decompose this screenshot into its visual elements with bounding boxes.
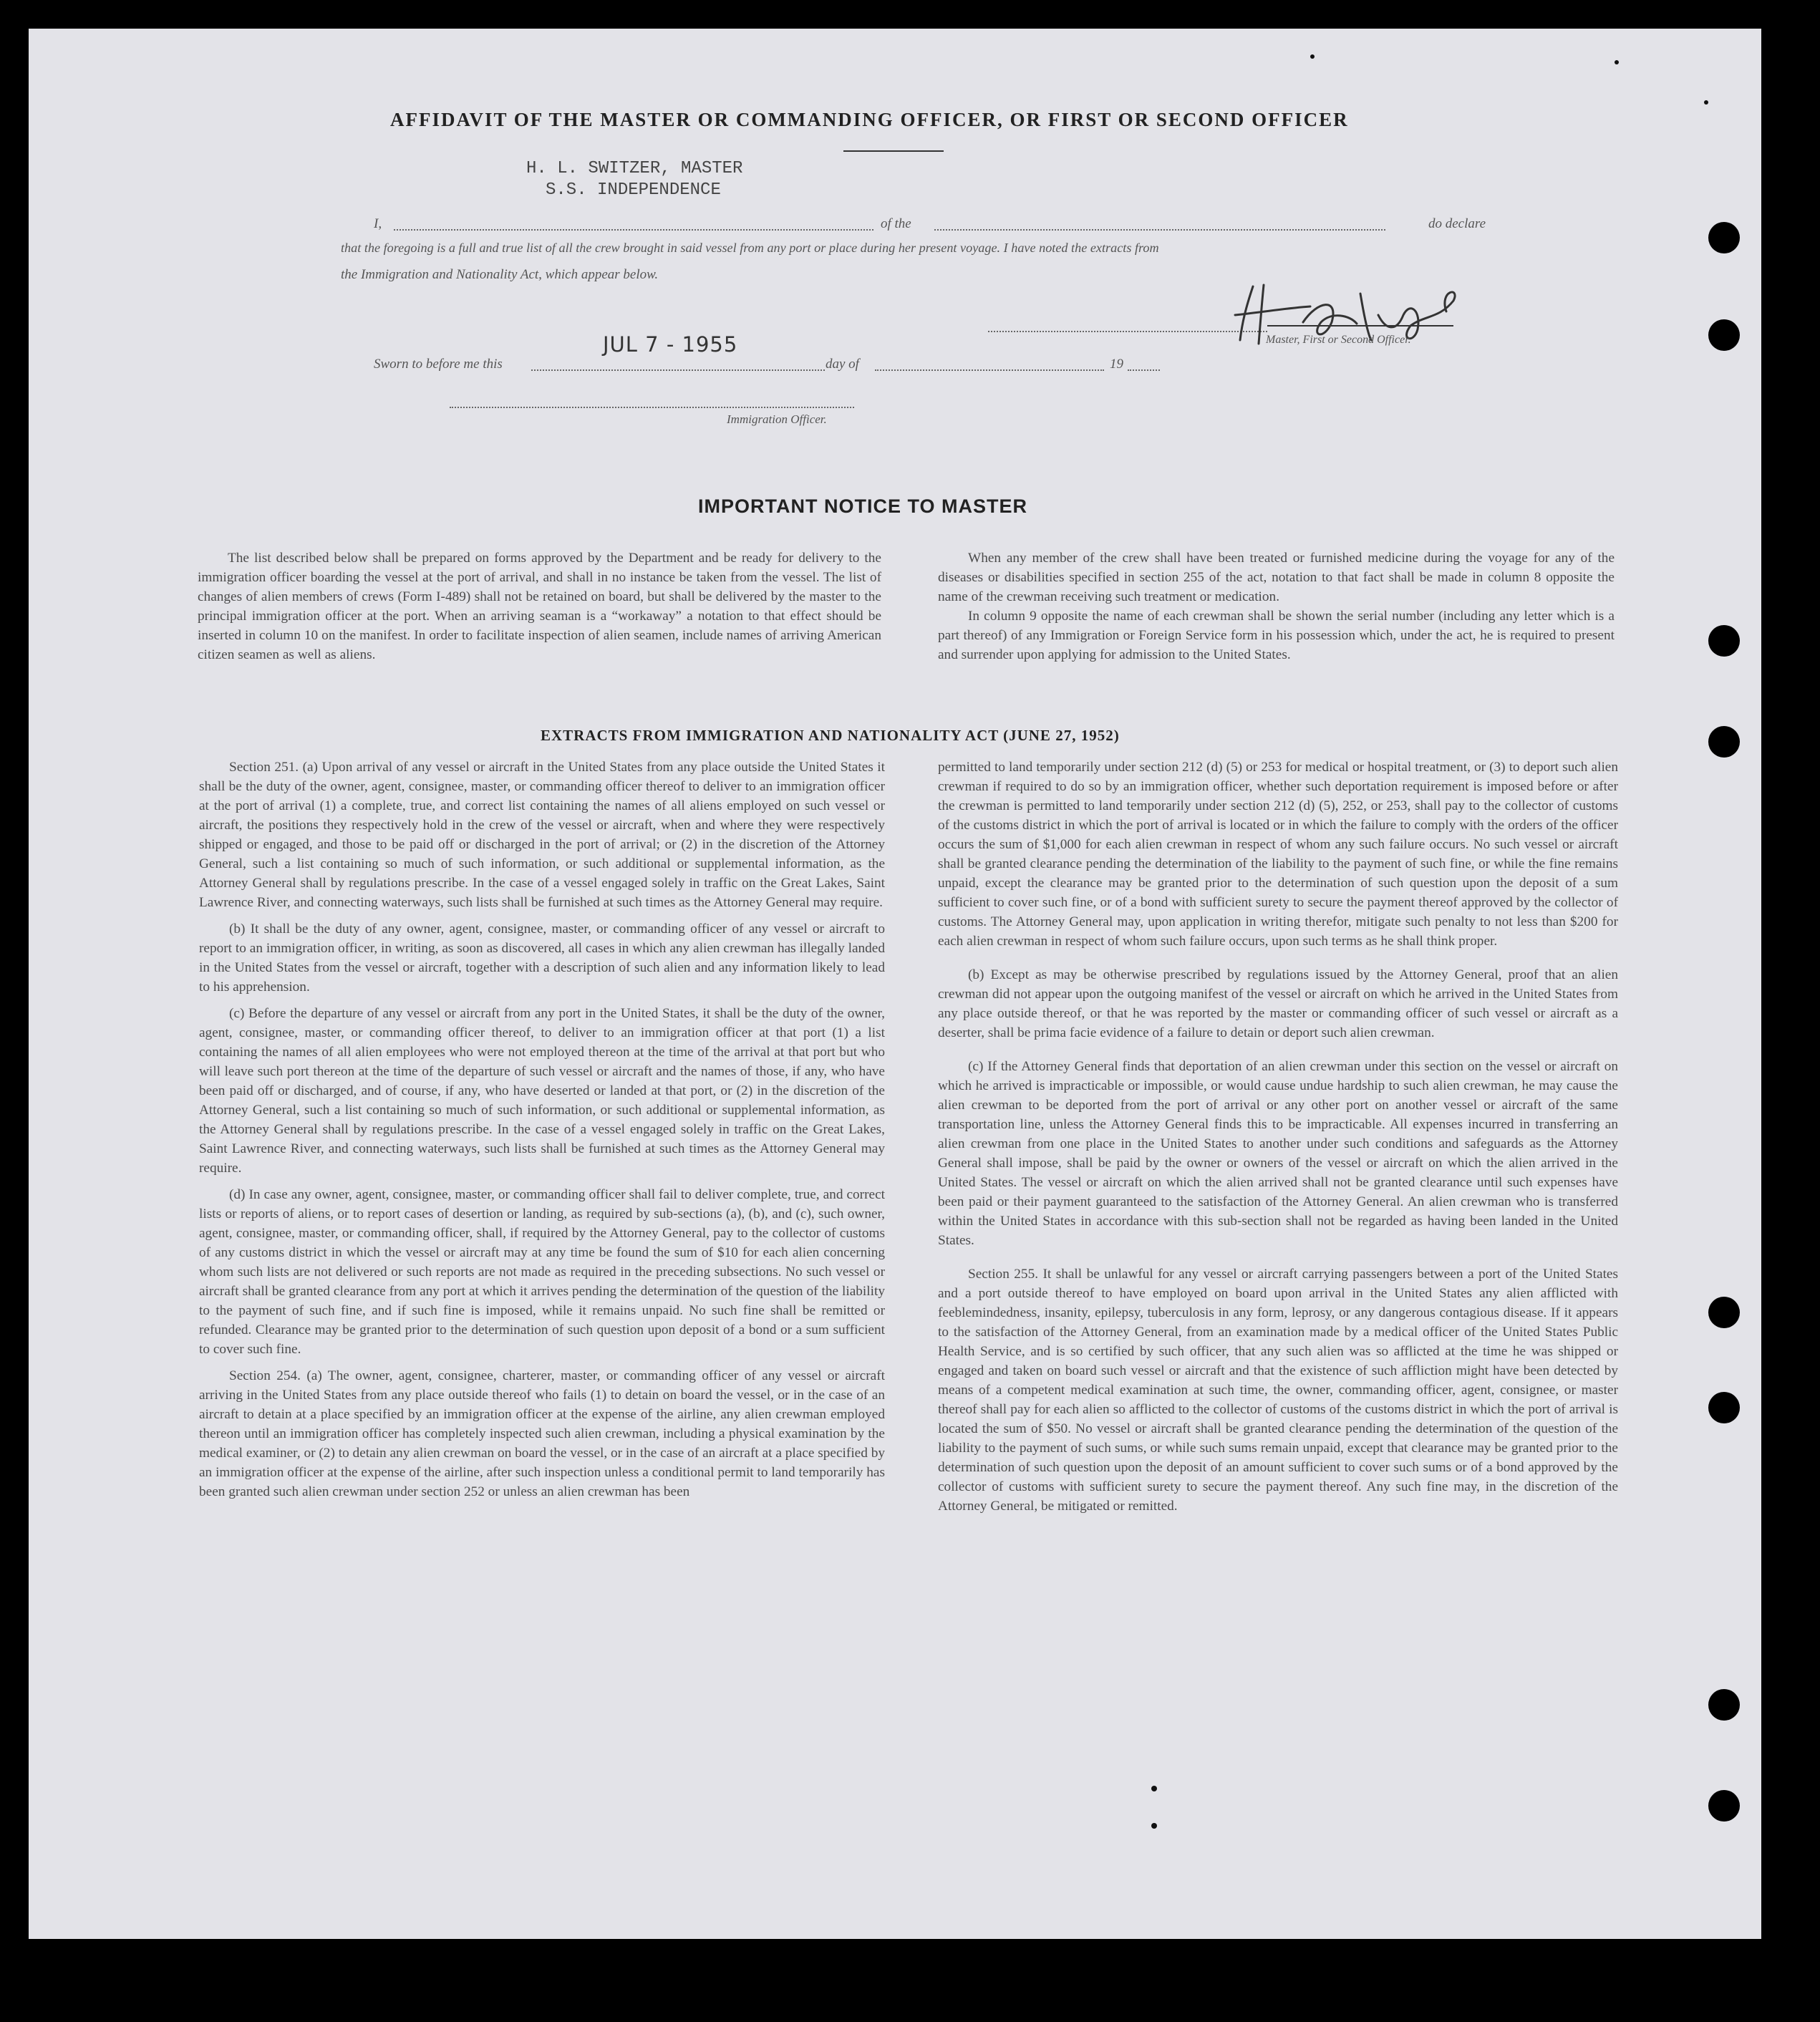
scan-speck	[1310, 54, 1315, 59]
signature-caption: Master, First or Second Officer.	[1266, 334, 1411, 346]
sworn-month-blank	[875, 369, 1104, 371]
name-blank	[394, 229, 873, 231]
extracts-right-column	[938, 758, 1618, 1523]
sworn-day-blank	[531, 369, 825, 371]
do-declare-label: do declare	[1428, 216, 1486, 231]
binder-hole	[1708, 222, 1740, 253]
scan-speck	[1151, 1823, 1157, 1829]
notice-right-column	[938, 548, 1615, 664]
section-paragraph: Section 251. (a) Upon arrival of any vessel or aircraft in the United States from any place outside the United States it shall be the duty of the owner, agent, consignee, master, or commanding officer thereof to deliver to an immigration officer at the port of arrival (1) a complete, true, and correct list containing the names of all aliens employed on such vessel or aircraft, the positions they respectively hold in the crew of the vessel or aircraft, when and where they were respectively shipped or engaged, and those to be paid off or discharged in the port of arrival; or (2) in the discretion of the Attorney General, such a list containing so much of such information, or such additional or supplemental information, as the Attorney General shall by regulations prescribe. In the case of a vessel engaged solely in traffic on the Great Lakes, Saint Lawrence River, and connecting waterways, such lists shall be furnished at such times as the Attorney General may require.	[199, 760, 885, 910]
statement-line-2: the Immigration and Nationality Act, which appear below.	[341, 267, 659, 282]
day-of-label: day of	[826, 357, 859, 372]
section-paragraph: Section 255. It shall be unlawful for any vessel or aircraft carrying passengers between a port of the United States and a port outside thereof to have employed on board upon arrival in the United States any alien afflicted with feeblemindedness, insanity, epilepsy, tuberculosis in any form, leprosy, or any dangerous contagious disease. If it appears to the satisfaction of the Attorney General, from an examination made by a medical officer of the United States Public Health Service, and is so certified by such officer, that any such alien was so afflicted at the time he was shipped or engaged and taken on board such vessel or aircraft and that the existence of such affliction might have been detected by means of a competent medical examination at such time, the owner, commanding officer, agent, consignee, or master thereof shall pay for each alien so afflicted to the collector of customs of the customs district in which the port of arrival is located the sum of $50. No vessel or aircraft shall be granted clearance pending the determination of the question of the liability to the payment of such sums, or while such sums remain unpaid, except that clearance may be granted prior to the determination of such question upon the deposit of an amount sufficient to cover such sums or of a bond approved by the collector of customs with sufficient surety to secure the payment thereof. Any such fine may, in the discretion of the Attorney General, be mitigated or remitted.	[938, 1267, 1618, 1514]
extracts-left-column	[199, 758, 885, 1509]
extracts-title: EXTRACTS FROM IMMIGRATION AND NATIONALITY ACT (JUNE 27, 1952)	[541, 727, 1120, 744]
of-the-label: of the	[881, 216, 911, 231]
year-prefix: 19	[1110, 357, 1123, 372]
binder-hole	[1708, 1790, 1740, 1822]
officer-signature-blank	[450, 407, 854, 408]
binder-hole	[1708, 1392, 1740, 1423]
sworn-label: Sworn to before me this	[374, 357, 503, 372]
vessel-blank	[934, 229, 1385, 231]
typed-name: H. L. SWITZER, MASTER	[526, 159, 743, 178]
binder-hole	[1708, 1689, 1740, 1721]
notice-paragraph: The list described below shall be prepared on forms approved by the Department and be ready for delivery to the immigration officer boarding the vessel at the port of arrival, and shall in no instance be taken from the vessel. The list of changes of alien members of crews (Form I-489) shall not be retained on board, but shall be delivered by the master to the principal immigration officer at the port. When an arriving seaman is a “workaway” a notation to that effect should be inserted in column 10 on the manifest. In order to facilitate inspection of alien seamen, include names of arriving American citizen seamen as well as aliens.	[198, 551, 881, 662]
binder-hole	[1708, 1297, 1740, 1328]
officer-caption: Immigration Officer.	[727, 412, 827, 426]
scan-speck	[1704, 100, 1708, 105]
section-paragraph: permitted to land temporarily under section 212 (d) (5) or 253 for medical or hospital treatment, or (3) to deport such alien crewman if required to do so by an immigration officer, whether such deportation requirement is imposed before or after the crewman is permitted to land temporarily under section 212 (d) (5), 252, or 253, shall pay to the collector of customs of the customs district in which the port of arrival is located or in which the failure to comply with the orders of the officer occurs the sum of $1,000 for each alien crewman in respect of whom any such failure occurs. No such vessel or aircraft shall be granted clearance pending the determination of the liability to the payment of such fine, or while the fine remains unpaid, except the clearance may be granted prior to the determination of such question upon the deposit of a sum sufficient to cover such fine, or of a bond with sufficient surety to secure the payment thereof approved by the collector of customs. The Attorney General may, upon application in writing therefor, mitigate such penalty to not less than $200 for each alien crewman in respect of whom such failure occurs, upon such terms as he shall think proper.	[938, 760, 1618, 949]
section-paragraph: (d) In case any owner, agent, consignee, master, or commanding officer shall fail to deliver complete, true, and correct lists or reports of aliens, or to report cases of desertion or landing, as required by sub-sections (a), (b), and (c), such owner, agent, consignee, master, or commanding officer, shall, if required by the Attorney General, pay to the collector of customs of any customs district in which the vessel or aircraft may at any time be found the sum of $10 for each alien concerning whom such lists are not delivered or such reports are not made as required in the preceding subsections. No such vessel or aircraft shall be granted clearance from any port at which it arrives pending the determination of the question of the liability to the payment of such fine, and if such fine is imposed, while it remains unpaid. No such fine shall be remitted or refunded. Clearance may be granted prior to the determination of such question upon deposit of a bond or a sum sufficient to cover such fine.	[199, 1187, 885, 1357]
line-i-label: I,	[374, 216, 382, 231]
title-underline	[843, 150, 944, 152]
section-paragraph: (c) If the Attorney General finds that deportation of an alien crewman under this section on the vessel or aircraft on which he arrived is impracticable or impossible, or would cause undue hardship to such alien crewman, he may cause the alien crewman to be deported from the port of arrival or any other port on another vessel or aircraft of the same transportation line, unless the Attorney General finds this to be impracticable. All expenses incurred in transferring an alien crewman from one place in the United States to another under such conditions and safeguards as the Attorney General shall impose, shall be paid by the owner or owners of the vessel or aircraft on which the alien arrived in the United States. The vessel or aircraft on which the alien arrived shall not be granted clearance until such expenses have been paid or their payment guaranteed to the satisfaction of the Attorney General. An alien crewman who is transferred within the United States in accordance with this sub-section shall not be regarded as having been landed in the United States.	[938, 1059, 1618, 1248]
sworn-year-blank	[1128, 369, 1160, 371]
notice-title: IMPORTANT NOTICE TO MASTER	[698, 495, 1027, 517]
notice-left-column	[198, 548, 881, 664]
section-paragraph: (b) It shall be the duty of any owner, agent, consignee, master, or commanding officer of any vessel or aircraft to report to an immigration officer, in writing, as soon as discovered, all cases in which any alien crewman has illegally landed in the United States from the vessel or aircraft, together with a description of such alien and any information likely to lead to his apprehension.	[199, 921, 885, 995]
section-paragraph: (c) Before the departure of any vessel or aircraft from any port in the United States, it shall be the duty of the owner, agent, consignee, master, or commanding officer thereof, to deliver to an immigration officer at that port (1) a list containing the names of all alien employees who were not employed thereon at the time of the arrival at that port but who will leave such port thereon at the time of the departure of such vessel or aircraft and the names of those, if any, who have been paid off or discharged, and of course, if any, who have deserted or landed at that port, or (2) in the discretion of the Attorney General, such a list containing so much of such information, or such additional or supplemental information, as the Attorney General shall by regulations prescribe. In the case of a vessel engaged solely in traffic on the Great Lakes, Saint Lawrence River, and connecting waterways, such lists shall be furnished at such times as the Attorney General may require.	[199, 1006, 885, 1176]
statement-line-1: that the foregoing is a full and true list of all the crew brought in said vessel from any port or place during her present voyage. I have noted the extracts from	[341, 241, 1159, 255]
notice-paragraph: In column 9 opposite the name of each crewman shall be shown the serial number (including any letter which is a part thereof) of any Immigration or Foreign Service form in his possession which, under the act, he is required to present and surrender upon applying for admission to the United States.	[938, 609, 1615, 662]
scan-speck	[1615, 60, 1619, 64]
affidavit-title: AFFIDAVIT OF THE MASTER OR COMMANDING OFFICER, OR FIRST OR SECOND OFFICER	[390, 109, 1349, 130]
date-stamp: JUL 7 - 1955	[603, 332, 738, 357]
binder-hole	[1708, 319, 1740, 351]
section-paragraph: Section 254. (a) The owner, agent, consignee, charterer, master, or commanding officer of any vessel or aircraft arriving in the United States from any place outside thereof who fails (1) to detain on board the vessel, or in the case of an aircraft to detain at a place specified by an immigration officer at the expense of the airline, any alien crewman employed thereon until an immigration officer has completely inspected such alien crewman, including a physical examination by the medical examiner, or (2) to detain any alien crewman on board the vessel, or in the case of an aircraft at a place specified by an immigration officer at the expense of the airline, after such inspection unless a conditional permit to land temporarily has been granted such alien crewman under section 252 or unless an alien crewman has been	[199, 1368, 885, 1499]
scan-speck	[1151, 1786, 1157, 1791]
typed-vessel: S.S. INDEPENDENCE	[546, 180, 721, 200]
binder-hole	[1708, 726, 1740, 758]
section-paragraph: (b) Except as may be otherwise prescribed by regulations issued by the Attorney General, proof that an alien crewman did not appear upon the outgoing manifest of the vessel or aircraft on which he arrived in the United States from any place outside thereof, or that he was reported by the master or commanding officer of such vessel or aircraft as a deserter, shall be prima facie evidence of a failure to detain or deport such alien crewman.	[938, 967, 1618, 1040]
binder-hole	[1708, 625, 1740, 657]
notice-paragraph: When any member of the crew shall have been treated or furnished medicine during the voyage for any of the diseases or disabilities specified in section 255 of the act, notation to that fact shall be made in column 8 opposite the name of the crewman receiving such treatment or medication.	[938, 551, 1615, 604]
